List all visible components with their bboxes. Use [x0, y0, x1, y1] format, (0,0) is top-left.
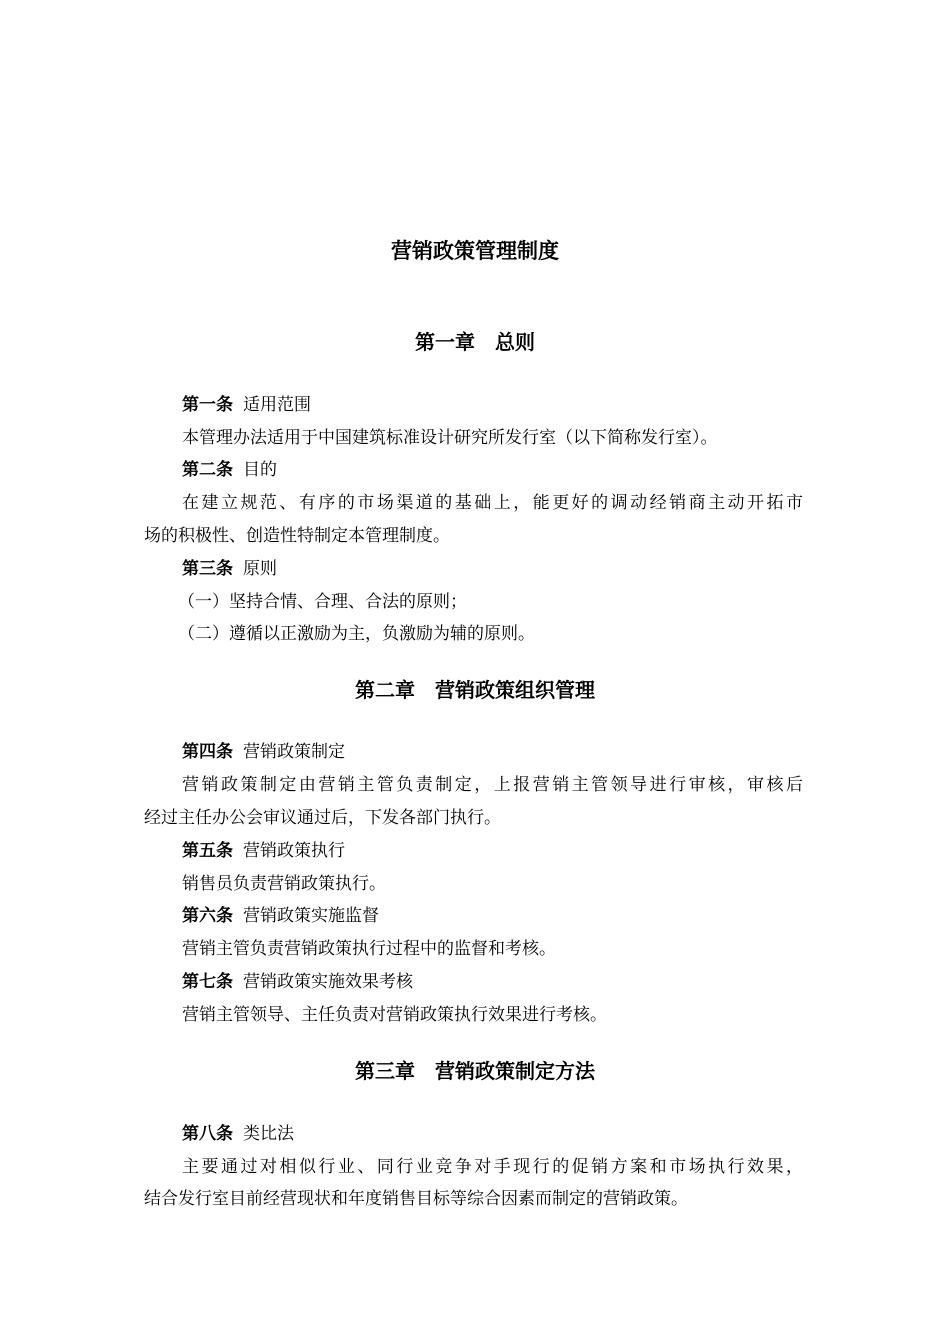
- article-3-heading: [182, 557, 277, 581]
- document-title: 营销政策管理制度: [391, 238, 559, 263]
- article-4-heading: [182, 740, 345, 764]
- article-name: 原则: [243, 559, 277, 579]
- article-number: 第三条: [182, 559, 233, 579]
- article-2-heading: [182, 458, 277, 482]
- article-name: 类比法: [243, 1124, 294, 1144]
- paragraph-line: 本管理办法适用于中国建筑标准设计研究所发行室（以下简称发行室）。: [182, 428, 718, 448]
- article-name: 营销政策执行: [243, 841, 345, 861]
- article-name: 营销政策实施效果考核: [243, 972, 413, 992]
- article-number: 第六条: [182, 906, 233, 926]
- paragraph-line: 场的积极性、创造性特制定本管理制度。: [144, 526, 450, 546]
- article-8-heading: [182, 1122, 294, 1146]
- article-number: 第五条: [182, 841, 233, 861]
- article-number: 第七条: [182, 972, 233, 992]
- chapter-2-title: 第二章 营销政策组织管理: [355, 678, 595, 702]
- paragraph-line: （一）坚持合情、合理、合法的原则；: [178, 592, 467, 612]
- article-number: 第四条: [182, 742, 233, 762]
- article-number: 第二条: [182, 460, 233, 480]
- paragraph-line: 经过主任办公会审议通过后，下发各部门执行。: [144, 808, 501, 828]
- article-number: 第一条: [182, 395, 233, 415]
- paragraph-line: 营销政策制定由营销主管负责制定，上报营销主管领导进行审核，审核后: [182, 775, 803, 795]
- paragraph-line: （二）遵循以正激励为主，负激励为辅的原则。: [178, 624, 535, 644]
- article-7-heading: [182, 970, 413, 994]
- paragraph-line: 在建立规范、有序的市场渠道的基础上，能更好的调动经销商主动开拓市: [182, 493, 803, 513]
- article-name: 适用范围: [243, 395, 311, 415]
- paragraph-line: 营销主管领导、主任负责对营销政策执行效果进行考核。: [182, 1005, 607, 1025]
- paragraph-line: 结合发行室目前经营现状和年度销售目标等综合因素而制定的营销政策。: [144, 1189, 688, 1209]
- article-number: 第八条: [182, 1124, 233, 1144]
- article-name: 营销政策实施监督: [243, 906, 379, 926]
- article-6-heading: [182, 904, 379, 928]
- chapter-1-title: 第一章 总则: [415, 330, 535, 354]
- article-name: 营销政策制定: [243, 742, 345, 762]
- chapter-3-title: 第三章 营销政策制定方法: [355, 1059, 595, 1083]
- paragraph-line: 销售员负责营销政策执行。: [182, 874, 386, 894]
- paragraph-line: 主要通过对相似行业、同行业竞争对手现行的促销方案和市场执行效果，: [182, 1157, 803, 1177]
- article-5-heading: [182, 839, 345, 863]
- article-name: 目的: [243, 460, 277, 480]
- article-1-heading: [182, 393, 311, 417]
- paragraph-line: 营销主管负责营销政策执行过程中的监督和考核。: [182, 939, 556, 959]
